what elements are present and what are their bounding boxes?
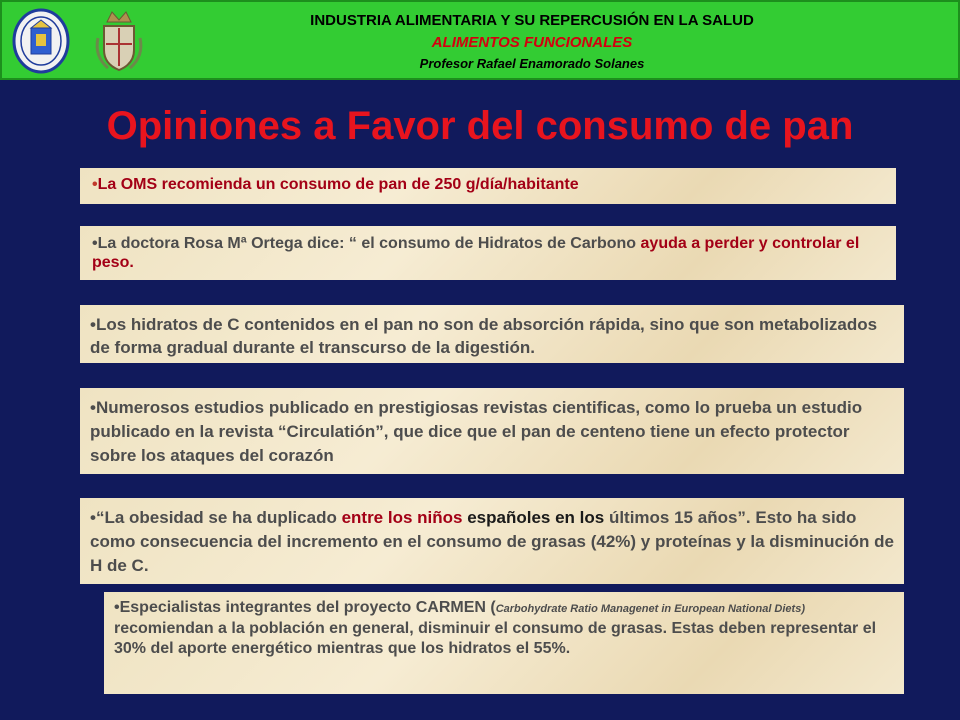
bullet-text: Los hidratos de C contenidos en el pan no son de absorción rápida, sino que son metabolizados de forma gradual durante el transcurso de la digestión. (90, 315, 878, 357)
slide-title: Opiniones a Favor del consumo de pan (106, 104, 854, 148)
bullet-box-absorption (80, 305, 904, 363)
bullet-text-dark: españoles en los (467, 508, 609, 527)
bullet-box-carmen (104, 592, 904, 694)
bullet-text: Numerosos estudios publicado en prestigiosas revistas cientificas, como lo prueba un estudio publicado en la revista “Circulatión”, que dice que el pan de centeno tiene un efecto protector sobre los ataques del corazón (90, 398, 863, 465)
bullet-marker: • (90, 508, 96, 527)
bullet-text: “La obesidad se ha duplicado (95, 508, 342, 527)
bullet-text: últimos 15 años”. Esto ha sido como consecuencia del incremento en el consumo de grasas (42%) y proteínas y la disminución de H de C. (90, 508, 894, 575)
header-banner (0, 0, 960, 80)
bullet-text-highlight: ayuda a perder y controlar el peso. (92, 235, 860, 271)
bullet-box-ortega (80, 226, 896, 280)
bullet-marker: • (90, 315, 96, 334)
bullet-text: recomiendan a la población en general, disminuir el consumo de grasas. Estas deben representar el 30% del aporte energético mientras que los hidratos el 55%. (114, 620, 877, 657)
bullet-marker: • (114, 599, 120, 616)
bullet-text: La doctora Rosa Mª Ortega dice: “ el consumo de Hidratos de Carbono (97, 235, 641, 252)
bullet-text: La OMS recomienda un consumo de pan de 250 g/día/habitante (97, 176, 579, 193)
university-seal-icon (12, 8, 70, 74)
bullet-box-oms (80, 168, 896, 204)
crown-coat-of-arms-icon (90, 8, 148, 74)
bullet-marker: • (92, 235, 98, 252)
bullet-box-studies (80, 388, 904, 474)
bullet-box-obesity (80, 498, 904, 584)
bullet-marker: • (92, 176, 98, 193)
header-subject: ALIMENTOS FUNCIONALES (431, 34, 633, 51)
header-professor: Profesor Rafael Enamorado Solanes (419, 56, 645, 71)
bullet-text-acronym: Carbohydrate Ratio Managenet in European National Diets) (495, 603, 805, 615)
header-course-title: INDUSTRIA ALIMENTARIA Y SU REPERCUSIÓN EN LA SALUD (310, 12, 754, 29)
bullet-marker: • (90, 398, 96, 417)
bullet-text: Especialistas integrantes del proyecto CARMEN ( (119, 599, 496, 616)
bullet-text-highlight: entre los niños (341, 508, 468, 527)
